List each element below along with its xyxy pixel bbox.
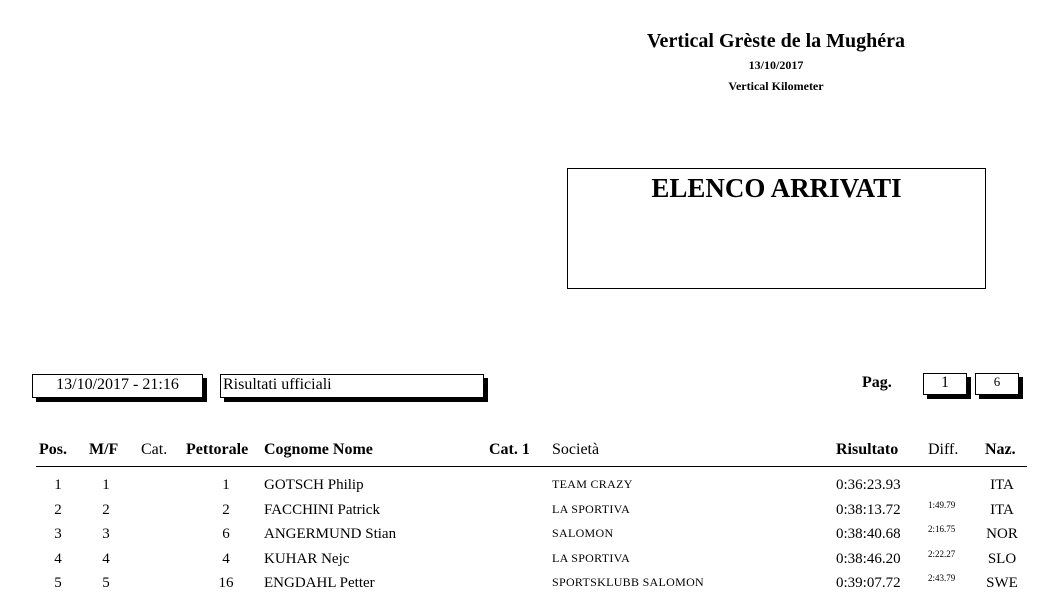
cell-societa: SPORTSKLUBB SALOMON <box>552 575 705 589</box>
cell-naz: SLO <box>987 551 1017 567</box>
cell-pettorale: 1 <box>222 477 230 493</box>
cell-name: ANGERMUND Stian <box>264 526 397 542</box>
cell-pettorale: 2 <box>222 502 230 518</box>
cell-pettorale: 6 <box>222 526 230 542</box>
cell-naz: NOR <box>986 526 1018 542</box>
report-title-box <box>567 168 986 289</box>
cell-risultato: 0:36:23.93 <box>836 477 901 493</box>
event-date: 13/10/2017 <box>748 58 804 72</box>
cell-naz: ITA <box>990 502 1014 518</box>
cell-societa: TEAM CRAZY <box>552 477 633 491</box>
timestamp-box: 13/10/2017 - 21:16 <box>32 374 203 398</box>
cell-societa: LA SPORTIVA <box>552 551 631 565</box>
cell-mf: 1 <box>102 477 110 493</box>
cell-pettorale: 4 <box>222 551 230 567</box>
page-current: 1 <box>923 373 967 395</box>
table-row <box>0 524 1059 548</box>
cell-pos: 4 <box>54 551 62 567</box>
cell-risultato: 0:38:40.68 <box>836 526 901 542</box>
col-header-mf: M/F <box>89 441 119 458</box>
cell-societa: LA SPORTIVA <box>552 502 631 516</box>
col-header-risultato: Risultato <box>836 441 899 458</box>
cell-name: ENGDAHL Petter <box>264 575 375 591</box>
cell-name: KUHAR Nejc <box>264 551 350 567</box>
col-header-pettorale: Pettorale <box>186 441 249 458</box>
header-rule <box>36 466 1027 467</box>
cell-naz: ITA <box>990 477 1014 493</box>
cell-risultato: 0:38:13.72 <box>836 502 901 518</box>
cell-diff: 2:43.79 <box>928 573 956 583</box>
cell-pos: 5 <box>54 575 62 591</box>
status-box: Risultati ufficiali <box>220 374 484 398</box>
page-label: Pag. <box>862 374 892 391</box>
col-header-naz: Naz. <box>985 441 1016 458</box>
cell-mf: 2 <box>102 502 110 518</box>
page-total: 6 <box>975 373 1019 395</box>
cell-risultato: 0:39:07.72 <box>836 575 901 591</box>
event-subtitle: Vertical Kilometer <box>728 79 824 93</box>
table-row <box>0 549 1059 573</box>
cell-name: FACCHINI Patrick <box>264 502 380 518</box>
cell-mf: 4 <box>102 551 110 567</box>
col-header-cat1: Cat. 1 <box>489 441 530 458</box>
cell-mf: 5 <box>102 575 110 591</box>
col-header-pos: Pos. <box>39 441 67 458</box>
cell-diff: 2:16.75 <box>928 524 956 534</box>
cell-pos: 1 <box>54 477 62 493</box>
cell-diff: 1:49.79 <box>928 500 956 510</box>
cell-name: GOTSCH Philip <box>264 477 364 493</box>
cell-pettorale: 16 <box>218 575 234 591</box>
cell-societa: SALOMON <box>552 526 614 540</box>
col-header-diff: Diff. <box>928 441 959 458</box>
col-header-name: Cognome Nome <box>264 441 373 458</box>
cell-pos: 2 <box>54 502 62 518</box>
col-header-societa: Società <box>552 441 600 458</box>
cell-pos: 3 <box>54 526 62 542</box>
table-row <box>0 573 1059 597</box>
cell-diff: 2:22.27 <box>928 549 956 559</box>
cell-risultato: 0:38:46.20 <box>836 551 901 567</box>
report-title: ELENCO ARRIVATI <box>651 173 902 203</box>
col-header-cat: Cat. <box>141 441 168 458</box>
cell-mf: 3 <box>102 526 110 542</box>
table-row <box>0 475 1059 499</box>
event-title: Vertical Grèste de la Mughéra <box>646 30 906 52</box>
cell-naz: SWE <box>986 575 1018 591</box>
table-row <box>0 500 1059 524</box>
